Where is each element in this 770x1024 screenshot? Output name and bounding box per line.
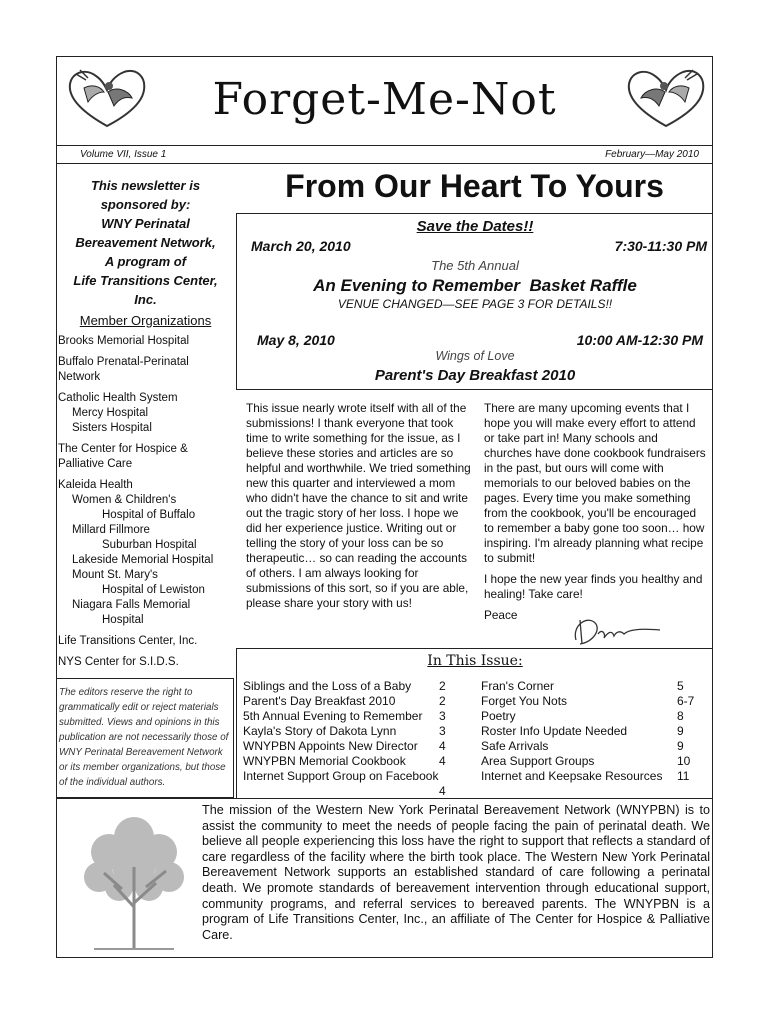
letter-paragraph: I hope the new year finds you healthy and healing! Take care!	[484, 572, 703, 601]
signature-image	[568, 612, 668, 648]
toc-row	[481, 769, 701, 784]
in-this-issue-title: In This Issue:	[427, 653, 523, 669]
volume-bar	[56, 146, 713, 164]
toc-page: 3	[439, 724, 446, 738]
sponsor-line: sponsored by:	[100, 197, 191, 212]
member-organization: Catholic Health System	[58, 392, 178, 404]
toc-row	[481, 709, 701, 724]
toc-page: 9	[677, 724, 684, 738]
member-organization: Sisters Hospital	[72, 422, 152, 434]
toc-row	[243, 754, 463, 769]
toc-item: Safe Arrivals	[481, 739, 549, 753]
sponsor-line: A program of	[104, 254, 187, 269]
member-organization: Hospital of Buffalo	[102, 509, 196, 521]
members-heading: Member Organizations	[79, 313, 212, 328]
toc-page: 10	[677, 754, 691, 768]
member-organization: Women & Children's	[72, 494, 177, 506]
toc-row	[243, 694, 463, 709]
event2-title: Parent's Day Breakfast 2010	[374, 367, 576, 384]
member-organization: Niagara Falls Memorial	[72, 599, 191, 611]
toc-row	[243, 724, 463, 739]
letter-signoff: Peace	[484, 608, 518, 622]
event1-subtitle: The 5th Annual	[431, 258, 519, 273]
toc-item: WNYPBN Memorial Cookbook	[243, 754, 406, 768]
date-range: February—May 2010	[605, 149, 699, 160]
toc-item: Poetry	[481, 709, 516, 723]
event2-date: May 8, 2010	[257, 332, 335, 348]
letter-paragraph: This issue nearly wrote itself with all of the submissions! I thank everyone that took time to write something for the issue, as I believe these stories and articles are so helpful and worthwhile. We tried something new this quarter and interviewed a mom who didn't have the chance to sit and write out the tragic story of her loss. I hope we did her experience justice. Writing out or telling the story of your loss can be so therapeutic… so can reading the accounts of others. I am always looking for submissions of this sort, so if you are able, please share your story with us!	[246, 401, 471, 610]
toc-row	[481, 679, 701, 694]
member-organization: Brooks Memorial Hospital	[58, 335, 190, 347]
toc-item: Kayla's Story of Dakota Lynn	[243, 724, 397, 738]
toc-item: Internet Support Group on Facebook	[243, 769, 439, 783]
toc-row	[243, 679, 463, 694]
mission-statement: The mission of the Western New York Perinatal Bereavement Network (WNYPBN) is to assist the community to meet the needs of people facing the pain of perinatal death. We believe all people experiencing this loss have the right to support that reflects a standard of care regardless of the facility where the birth took place. The Western New York Perinatal Bereavement Network supports an established standard of care following a perinatal death. We promote standards of bereavement intervention through educational support, community programs, and referral services to bereaved parents. The WNYPBN is a program of Life Transitions Center, Inc., an affiliate of The Center for Hospice & Palliative Care.	[202, 803, 710, 942]
member-list	[58, 334, 233, 670]
member-organization: Buffalo Prenatal-Perinatal	[58, 356, 189, 368]
toc-item: Internet and Keepsake Resources	[481, 769, 663, 783]
member-organization: Hospital	[102, 614, 144, 626]
member-organization: Mercy Hospital	[72, 407, 149, 419]
newsletter-title: Forget-Me-Not	[212, 74, 557, 125]
sponsor-line: WNY Perinatal	[101, 216, 190, 231]
event1-date: March 20, 2010	[251, 238, 351, 254]
member-organization: The Center for Hospice &	[58, 443, 188, 455]
toc-item: Parent's Day Breakfast 2010	[243, 694, 396, 708]
save-the-dates-box	[236, 214, 713, 390]
toc-item: Fran's Corner	[481, 679, 554, 693]
toc-page: 6-7	[677, 694, 695, 708]
member-organization: Kaleida Health	[58, 479, 133, 491]
toc-page: 5	[677, 679, 684, 693]
member-organization: Life Transitions Center, Inc.	[58, 635, 198, 647]
toc-item: Area Support Groups	[481, 754, 595, 768]
sponsor-line: Bereavement Network,	[75, 235, 216, 250]
toc-left	[243, 679, 463, 799]
toc-row	[481, 694, 701, 709]
toc-item: Roster Info Update Needed	[481, 724, 628, 738]
sponsor-line: This newsletter is	[90, 178, 201, 193]
toc-row	[243, 739, 463, 754]
toc-page: 3	[439, 709, 446, 723]
member-organization: Hospital of Lewiston	[102, 584, 205, 596]
toc-page: 2	[439, 679, 446, 693]
sponsor-line: Life Transitions Center,	[73, 273, 218, 288]
member-organization: Palliative Care	[58, 458, 133, 470]
event1-title: An Evening to Remember Basket Raffle	[313, 276, 637, 295]
event1-time: 7:30-11:30 PM	[614, 238, 707, 254]
tree-icon	[74, 807, 194, 955]
disclaimer: The editors reserve the right to grammatically edit or reject materials submitted. Views and opinions in this publication are not necessarily those of WNY Perinatal Bereavement Network or its member organizations, but those of the individual authors.	[56, 678, 234, 798]
toc-row	[481, 739, 701, 754]
toc-page: 9	[677, 739, 684, 753]
toc-row	[481, 724, 701, 739]
toc-page: 11	[677, 769, 690, 783]
event1-note: VENUE CHANGED—SEE PAGE 3 FOR DETAILS!!	[337, 297, 613, 311]
sidebar	[58, 176, 233, 670]
heart-angel-icon	[621, 64, 711, 134]
member-organization: Lakeside Memorial Hospital	[72, 554, 214, 566]
event2-time: 10:00 AM-12:30 PM	[576, 332, 703, 348]
toc-row	[481, 754, 701, 769]
toc-page: 4	[439, 784, 446, 798]
sponsor-block	[58, 176, 233, 309]
sponsor-line: Inc.	[134, 292, 157, 307]
event2-subtitle: Wings of Love	[435, 349, 515, 363]
member-organization: Suburban Hospital	[102, 539, 197, 551]
headline: From Our Heart To Yours	[236, 168, 713, 214]
toc-item: WNYPBN Appoints New Director	[243, 739, 418, 753]
save-the-dates-title: Save the Dates!!	[416, 218, 534, 235]
toc-page: 8	[677, 709, 684, 723]
toc-row	[243, 709, 463, 724]
toc-page: 4	[439, 754, 446, 768]
member-organization: Millard Fillmore	[72, 524, 150, 536]
masthead	[56, 56, 713, 146]
member-organization: NYS Center for S.I.D.S.	[58, 656, 179, 668]
member-organization: Mount St. Mary's	[72, 569, 158, 581]
mission-section	[56, 798, 713, 958]
toc-item: Siblings and the Loss of a Baby	[243, 679, 412, 693]
letter-column-1	[246, 401, 476, 617]
toc-page: 2	[439, 694, 446, 708]
in-this-issue	[236, 648, 713, 798]
letter-column-2	[484, 401, 706, 629]
toc-row	[243, 769, 463, 799]
toc-page: 4	[439, 739, 446, 753]
letter-paragraph: There are many upcoming events that I hope you will make every effort to attend or take part in! Many schools and churches have done cookbook fundraisers in the past, but ours will come with memorials to our beloved babies on the pages. Every time you make something from the cookbook, you'll be encouraged to remember a baby gone too soon… how inspiring. I'm already planning what recipe to submit!	[484, 401, 706, 565]
member-organization: Network	[58, 371, 101, 383]
toc-right	[481, 679, 701, 784]
toc-item: 5th Annual Evening to Remember	[243, 709, 423, 723]
volume-issue: Volume VII, Issue 1	[80, 149, 167, 160]
toc-item: Forget You Nots	[481, 694, 568, 708]
